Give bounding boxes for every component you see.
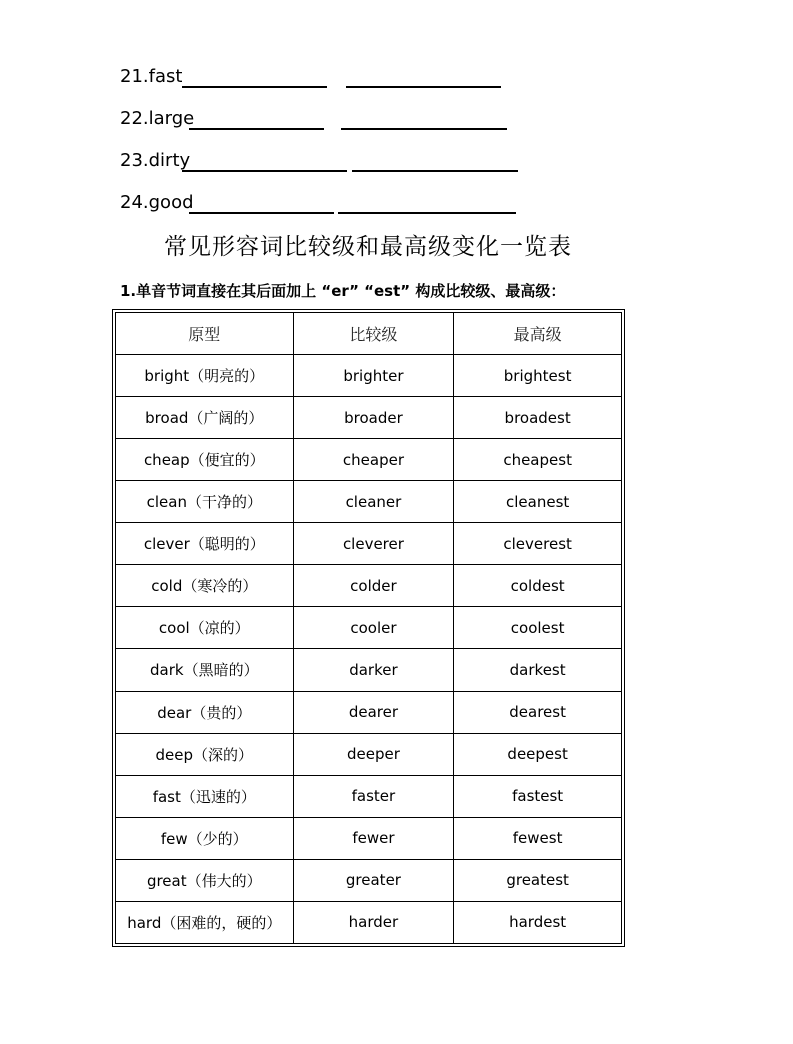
cell-comparative: greater	[293, 859, 454, 901]
cell-comparative: darker	[293, 649, 454, 691]
table-row	[116, 817, 622, 859]
answer-blank-superlative[interactable]	[346, 86, 501, 88]
exercise-label: 22.large	[120, 108, 195, 129]
header-comparative: 比较级	[293, 313, 454, 355]
cell-base-form: deep（深的）	[116, 733, 294, 775]
cell-comparative: faster	[293, 775, 454, 817]
cell-base-form: cheap（便宜的）	[116, 439, 294, 481]
exercise-label: 21.fast	[120, 66, 183, 87]
answer-blank-comparative[interactable]	[182, 86, 327, 88]
comparison-table-frame	[112, 309, 625, 947]
cell-comparative: dearer	[293, 691, 454, 733]
cell-superlative: greatest	[454, 859, 622, 901]
cell-superlative: darkest	[454, 649, 622, 691]
table-row	[116, 733, 622, 775]
answer-blank-comparative[interactable]	[189, 128, 324, 130]
cell-base-form: clean（干净的）	[116, 481, 294, 523]
cell-superlative: fewest	[454, 817, 622, 859]
cell-base-form: great（伟大的）	[116, 859, 294, 901]
cell-comparative: cooler	[293, 607, 454, 649]
answer-blank-superlative[interactable]	[352, 170, 518, 172]
answer-blank-comparative[interactable]	[189, 212, 334, 214]
rule-heading: 1.单音节词直接在其后面加上 “er” “est” 构成比较级、最高级：	[120, 282, 566, 300]
cell-base-form: clever（聪明的）	[116, 523, 294, 565]
table-row	[116, 607, 622, 649]
cell-comparative: broader	[293, 397, 454, 439]
cell-comparative: cleaner	[293, 481, 454, 523]
cell-superlative: hardest	[454, 901, 622, 943]
table-row	[116, 691, 622, 733]
cell-superlative: dearest	[454, 691, 622, 733]
cell-comparative: deeper	[293, 733, 454, 775]
cell-base-form: dark（黑暗的）	[116, 649, 294, 691]
table-row	[116, 523, 622, 565]
cell-superlative: deepest	[454, 733, 622, 775]
cell-base-form: bright（明亮的）	[116, 355, 294, 397]
table-row	[116, 481, 622, 523]
cell-comparative: brighter	[293, 355, 454, 397]
header-base-form: 原型	[116, 313, 294, 355]
cell-superlative: brightest	[454, 355, 622, 397]
cell-superlative: cleanest	[454, 481, 622, 523]
cell-base-form: fast（迅速的）	[116, 775, 294, 817]
table-header-row	[116, 313, 622, 355]
cell-base-form: few（少的）	[116, 817, 294, 859]
comparison-table	[115, 312, 622, 944]
cell-superlative: cleverest	[454, 523, 622, 565]
cell-base-form: dear（贵的）	[116, 691, 294, 733]
cell-comparative: cleverer	[293, 523, 454, 565]
cell-base-form: broad（广阔的）	[116, 397, 294, 439]
exercise-label: 24.good	[120, 192, 194, 213]
table-row	[116, 775, 622, 817]
cell-comparative: fewer	[293, 817, 454, 859]
cell-superlative: broadest	[454, 397, 622, 439]
cell-comparative: cheaper	[293, 439, 454, 481]
table-row	[116, 649, 622, 691]
table-row	[116, 439, 622, 481]
table-row	[116, 565, 622, 607]
answer-blank-superlative[interactable]	[338, 212, 516, 214]
cell-superlative: fastest	[454, 775, 622, 817]
answer-blank-comparative[interactable]	[182, 170, 347, 172]
table-row	[116, 355, 622, 397]
table-row	[116, 901, 622, 943]
table-row	[116, 859, 622, 901]
header-superlative: 最高级	[454, 313, 622, 355]
answer-blank-superlative[interactable]	[341, 128, 507, 130]
cell-base-form: hard（困难的，硬的）	[116, 901, 294, 943]
cell-superlative: coldest	[454, 565, 622, 607]
page-title: 常见形容词比较级和最高级变化一览表	[164, 234, 572, 260]
exercise-label: 23.dirty	[120, 150, 191, 171]
cell-superlative: cheapest	[454, 439, 622, 481]
cell-superlative: coolest	[454, 607, 622, 649]
cell-comparative: colder	[293, 565, 454, 607]
cell-comparative: harder	[293, 901, 454, 943]
table-row	[116, 397, 622, 439]
cell-base-form: cool（凉的）	[116, 607, 294, 649]
cell-base-form: cold（寒冷的）	[116, 565, 294, 607]
